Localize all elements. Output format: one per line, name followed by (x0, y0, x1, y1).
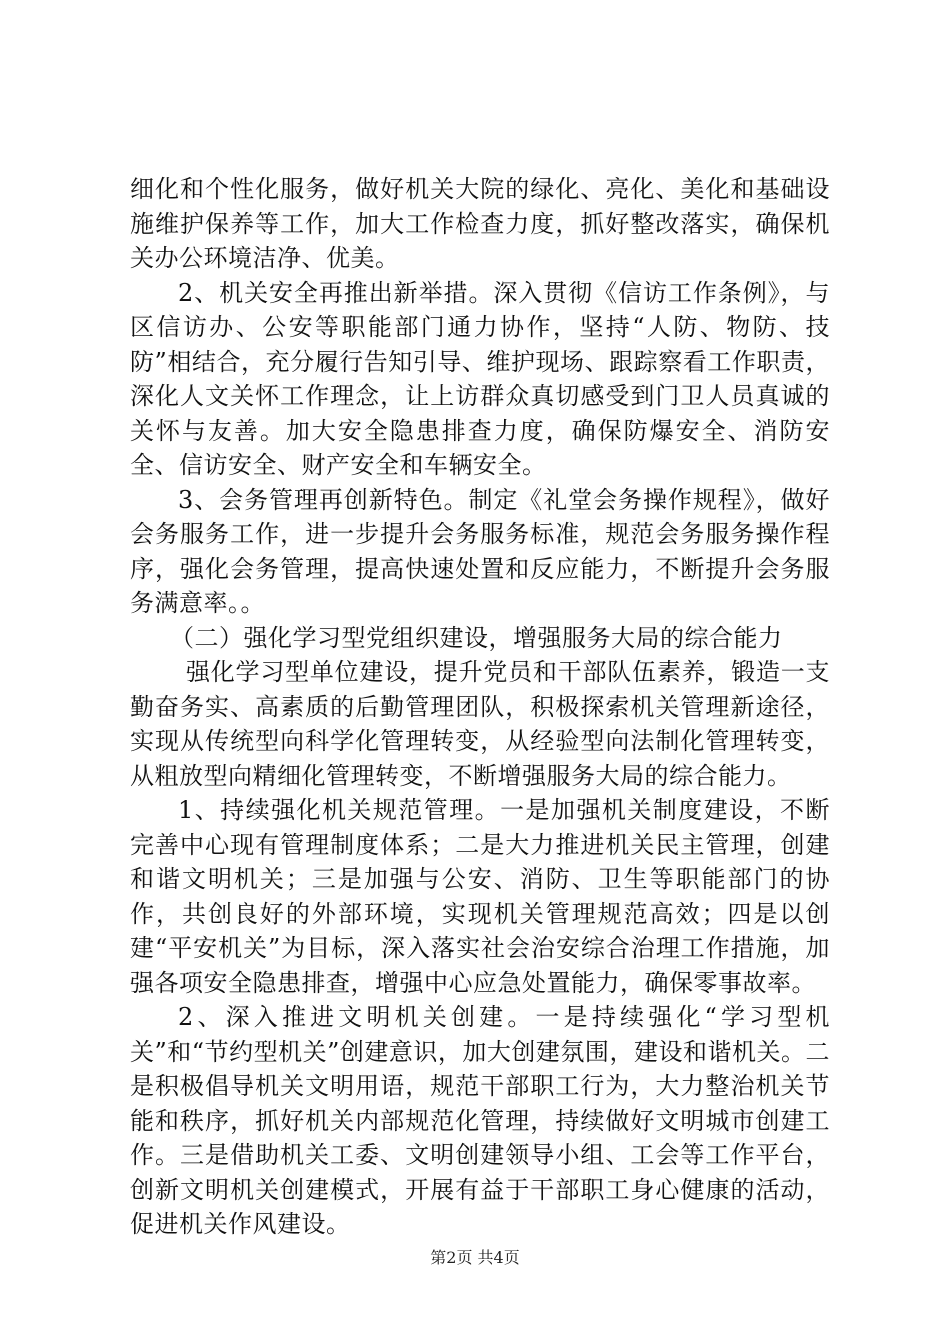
paragraph-learning: 强化学习型单位建设，提升党员和干部队伍素养，锻造一支勤奋务实、高素质的后勤管理团队，积极探索机关管理新途径，实现从传统型向科学化管理转变，从经验型向法制化管理转变，从粗放型向精细化管理转变，不断增强服务大局的综合能力。 (130, 658, 830, 790)
document-body (130, 172, 830, 1242)
paragraph-security: 2、机关安全再推出新举措。深入贯彻《信访工作条例》，与区信访办、公安等职能部门通力协作，坚持“人防、物防、技防”相结合，充分履行告知引导、维护现场、跟踪察看工作职责，深化人文关怀工作理念，让上访群众真切感受到门卫人员真诚的关怀与友善。加大安全隐患排查力度，确保防爆安全、消防安全、信访安全、财产安全和车辆安全。 (130, 278, 830, 479)
page-number-footer: 第2页 共4页 (430, 1248, 520, 1267)
section-heading-2: （二）强化学习型党组织建设，增强服务大局的综合能力 (170, 623, 783, 652)
paragraph-standard-management: 1、持续强化机关规范管理。一是加强机关制度建设，不断完善中心现有管理制度体系；二是大力推进机关民主管理，创建和谐文明机关；三是加强与公安、消防、卫生等职能部门的协作，共创良好的外部环境，实现机关管理规范高效；四是以创建“平安机关”为目标，深入落实社会治安综合治理工作措施，加强各项安全隐患排查，增强中心应急处置能力，确保零事故率。 (130, 796, 830, 997)
paragraph-civilization: 2、深入推进文明机关创建。一是持续强化“学习型机关”和“节约型机关”创建意识，加大创建氛围，建设和谐机关。二是积极倡导机关文明用语，规范干部职工行为，大力整治机关节能和秩序，抓好机关内部规范化管理，持续做好文明城市创建工作。三是借助机关工委、文明创建领导小组、工会等工作平台，创新文明机关创建模式，开展有益于干部职工身心健康的活动，促进机关作风建设。 (130, 1003, 830, 1238)
paragraph-greening: 细化和个性化服务，做好机关大院的绿化、亮化、美化和基础设施维护保养等工作，加大工作检查力度，抓好整改落实，确保机关办公环境洁净、优美。 (130, 175, 830, 272)
paragraph-meeting: 3、会务管理再创新特色。制定《礼堂会务操作规程》，做好会务服务工作，进一步提升会务服务标准，规范会务服务操作程序，强化会务管理，提高快速处置和反应能力，不断提升会务服务满意率。。 (130, 485, 830, 617)
